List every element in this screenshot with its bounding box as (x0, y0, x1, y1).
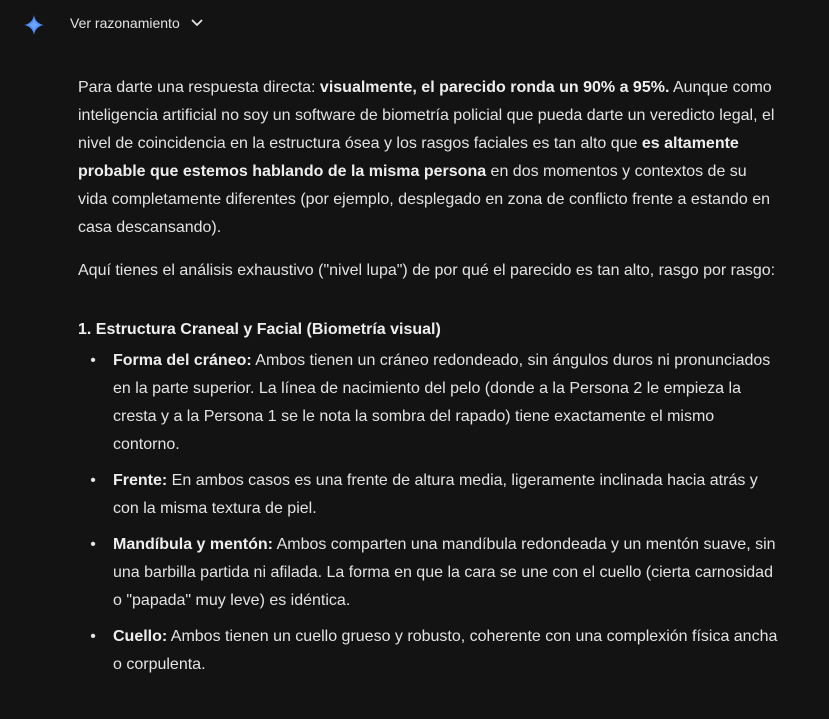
list-item-title: Cuello: (113, 628, 168, 645)
intro-paragraph (78, 74, 778, 242)
analysis-intro-paragraph: Aquí tienes el análisis exhaustivo ("nivel lupa") de por qué el parecido es tan alto, rasgo por rasgo: (78, 262, 776, 279)
bullet-icon: • (90, 352, 96, 369)
list-item-text: En ambos casos es una frente de altura media, ligeramente inclinada hacia atrás y con la misma textura de piel. (113, 472, 758, 517)
list-item-title: Forma del cráneo: (113, 352, 252, 369)
list-item-text: Ambos comparten una mandíbula redondeada y un mentón suave, sin una barbilla partida ni afilada. La forma en que la cara se une con el cuello (cierta carnosidad o "papada" muy leve) es idéntica. (113, 536, 776, 609)
response-body (78, 74, 778, 687)
intro-bold-2: es altamente probable que estemos hablando de la misma persona (78, 135, 739, 180)
bullet-icon: • (90, 472, 96, 489)
response-header (0, 0, 829, 46)
intro-text-2: Aunque como inteligencia artificial no soy un software de biometría policial que pueda darte un veredicto legal, el nivel de coincidencia en la estructura ósea y los rasgos faciales es tan alto que (78, 79, 775, 152)
list-item (78, 623, 778, 679)
intro-bold-1: visualmente, el parecido ronda un 90% a 95%. (319, 79, 670, 96)
section-title: 1. Estructura Craneal y Facial (Biometría visual) (78, 321, 441, 338)
show-reasoning-toggle[interactable] (70, 13, 204, 33)
list-item (78, 467, 778, 523)
list-item-text: Ambos tienen un cráneo redondeado, sin ángulos duros ni pronunciados en la parte superior. La línea de nacimiento del pelo (donde a la Persona 2 le empieza la cresta y a la Persona 1 se le nota la sombra del rapado) tiene exactamente el mismo contorno. (113, 352, 771, 453)
bullet-icon: • (90, 628, 96, 645)
list-item (78, 531, 778, 615)
gemini-sparkle-icon (22, 13, 46, 37)
feature-list (78, 347, 778, 679)
intro-text-1: Para darte una respuesta directa: (78, 79, 320, 96)
chevron-down-icon (190, 16, 204, 30)
list-item-text: Ambos tienen un cuello grueso y robusto, coherente con una complexión física ancha o corpulenta. (113, 628, 778, 673)
bullet-icon: • (90, 536, 96, 553)
intro-text-3: en dos momentos y contextos de su vida completamente diferentes (por ejemplo, desplegado en zona de conflicto frente a estando en casa descansando). (78, 163, 770, 236)
list-item-title: Mandíbula y mentón: (113, 536, 273, 553)
show-reasoning-label: Ver razonamiento (70, 15, 180, 31)
list-item (78, 347, 778, 459)
list-item-title: Frente: (113, 472, 168, 489)
